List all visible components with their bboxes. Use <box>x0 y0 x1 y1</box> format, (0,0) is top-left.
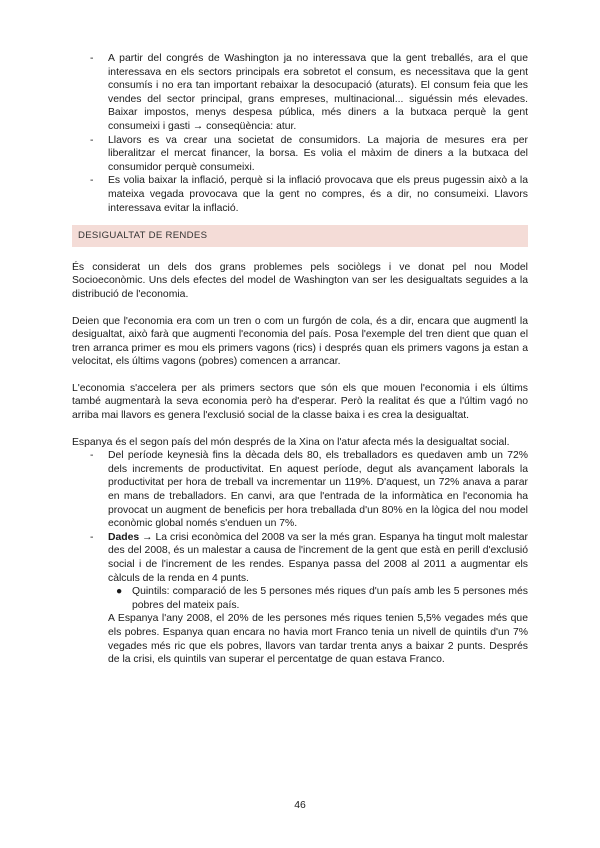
paragraph: És considerat un dels dos grans problemes pels sociòlegs i ve donat pel nou Model Socioeconòmic. Uns dels efectes del model de Washington van ser les desigualtats seguides a la distribució de l'economia. <box>72 261 528 300</box>
spain-intro: Espanya és el segon país del món després de la Xina on l'atur afecta més la desigualtat social. <box>72 436 510 448</box>
closing-paragraph: A Espanya l'any 2008, el 20% de les persones més riques tenien 5,5% vegades més que els pobres. Espanya quan encara no havia mort Franco tenia un nivell de quintils d'un 7% vegades més ric que els pobres, llavors van tardar trenta anys a baixar 2 punts. Després de la crisi, els quintils van superar el percentatge de quan estava Franco. <box>108 613 528 666</box>
page-body <box>72 52 528 667</box>
top-dash-list <box>72 52 528 215</box>
paragraph: L'economia s'accelera per als primers sectors que són els que mouen l'economia i els últims també augmentarà la seva economia però ha d'esperar. Però la realitat és que a l'últim vagó no arriba mai llavors es genera l'exclusió social de la classe baixa i es crea la desigualtat. <box>72 382 528 422</box>
list-item: - Llavors es va crear una societat de consumidors. La majoria de mesures era per liberalitzar el mercat financer, la borsa. Es volia el màxim de diners a la butxaca del consumidor perquè consumeixi. <box>90 134 528 173</box>
page-number: 46 <box>294 800 306 811</box>
list-item: - A partir del congrés de Washington ja no interessava que la gent treballés, ara el que interessava en els sectors principals era sobretot el consum, es necessitava que la gent consumís i no era tan important rebaixar la desocupació (aturats). El consum feia que les vendes del sector principal, grans empreses, multinacional... siguéssin més elevades. Baixar impostos, menys despesa pública, més diners a la butxaca perquè la gent consumeixi i gasti → conseqüència: atur. <box>90 53 528 132</box>
bullet-icon: ● <box>116 586 123 598</box>
bullet-quintils: ● Quintils: comparació de les 5 persones més riques d'un país amb les 5 persones més pobres del mateix país. <box>116 586 528 611</box>
list-item-keynes: - Del període keynesià fins la dècada dels 80, els treballadors es quedaven amb un 72% dels increments de productivitat. En aquest període, degut als avançament laborals la productivitat per hora de treball va incrementar un 119%. D'aquest, un 72% anava a parar en mans de treballadors. En canvi, ara que l'entrada de la informàtica en l'economia ha provocat un augment de beneficis per hora treballada d'un 80% en la lògica del nou model econòmic global només s'enduen un 7%. <box>90 450 528 530</box>
spain-dash-list <box>72 449 528 585</box>
list-item: - Es volia baixar la inflació, perquè si la inflació provocava que els preus pugessin això a la mateixa vegada provocava que la gent no compres, és a dir, no consumeixi. Llavors interessava evitar la inflació. <box>90 175 528 214</box>
dades-label: Dades <box>108 531 140 543</box>
paragraph: Deien que l'economia era com un tren o com un furgón de cola, és a dir, encara que augmentl la desigualtat, això farà que augmenti l'economia del país. Posa l'exemple del tren dient que quan el tren arranca primer es mou els primers vagons (rics) i després quan els primers vagons ja estan a velocitat, els últims vagons (pobres) comencen a arrancar. <box>72 315 528 368</box>
list-item-dades: - Dades → La crisi econòmica del 2008 va ser la més gran. Espanya ha tingut molt malestar des del 2008, és un malestar a causa de l'increment de la gent que està en perill d'exclusió social i de l'increment de les rendes. Espanya passa del 2008 al 2011 a augmentar els càlculs de la renda en 4 punts. <box>90 531 528 584</box>
section-title: DESIGUALTAT DE RENDES <box>72 225 528 247</box>
